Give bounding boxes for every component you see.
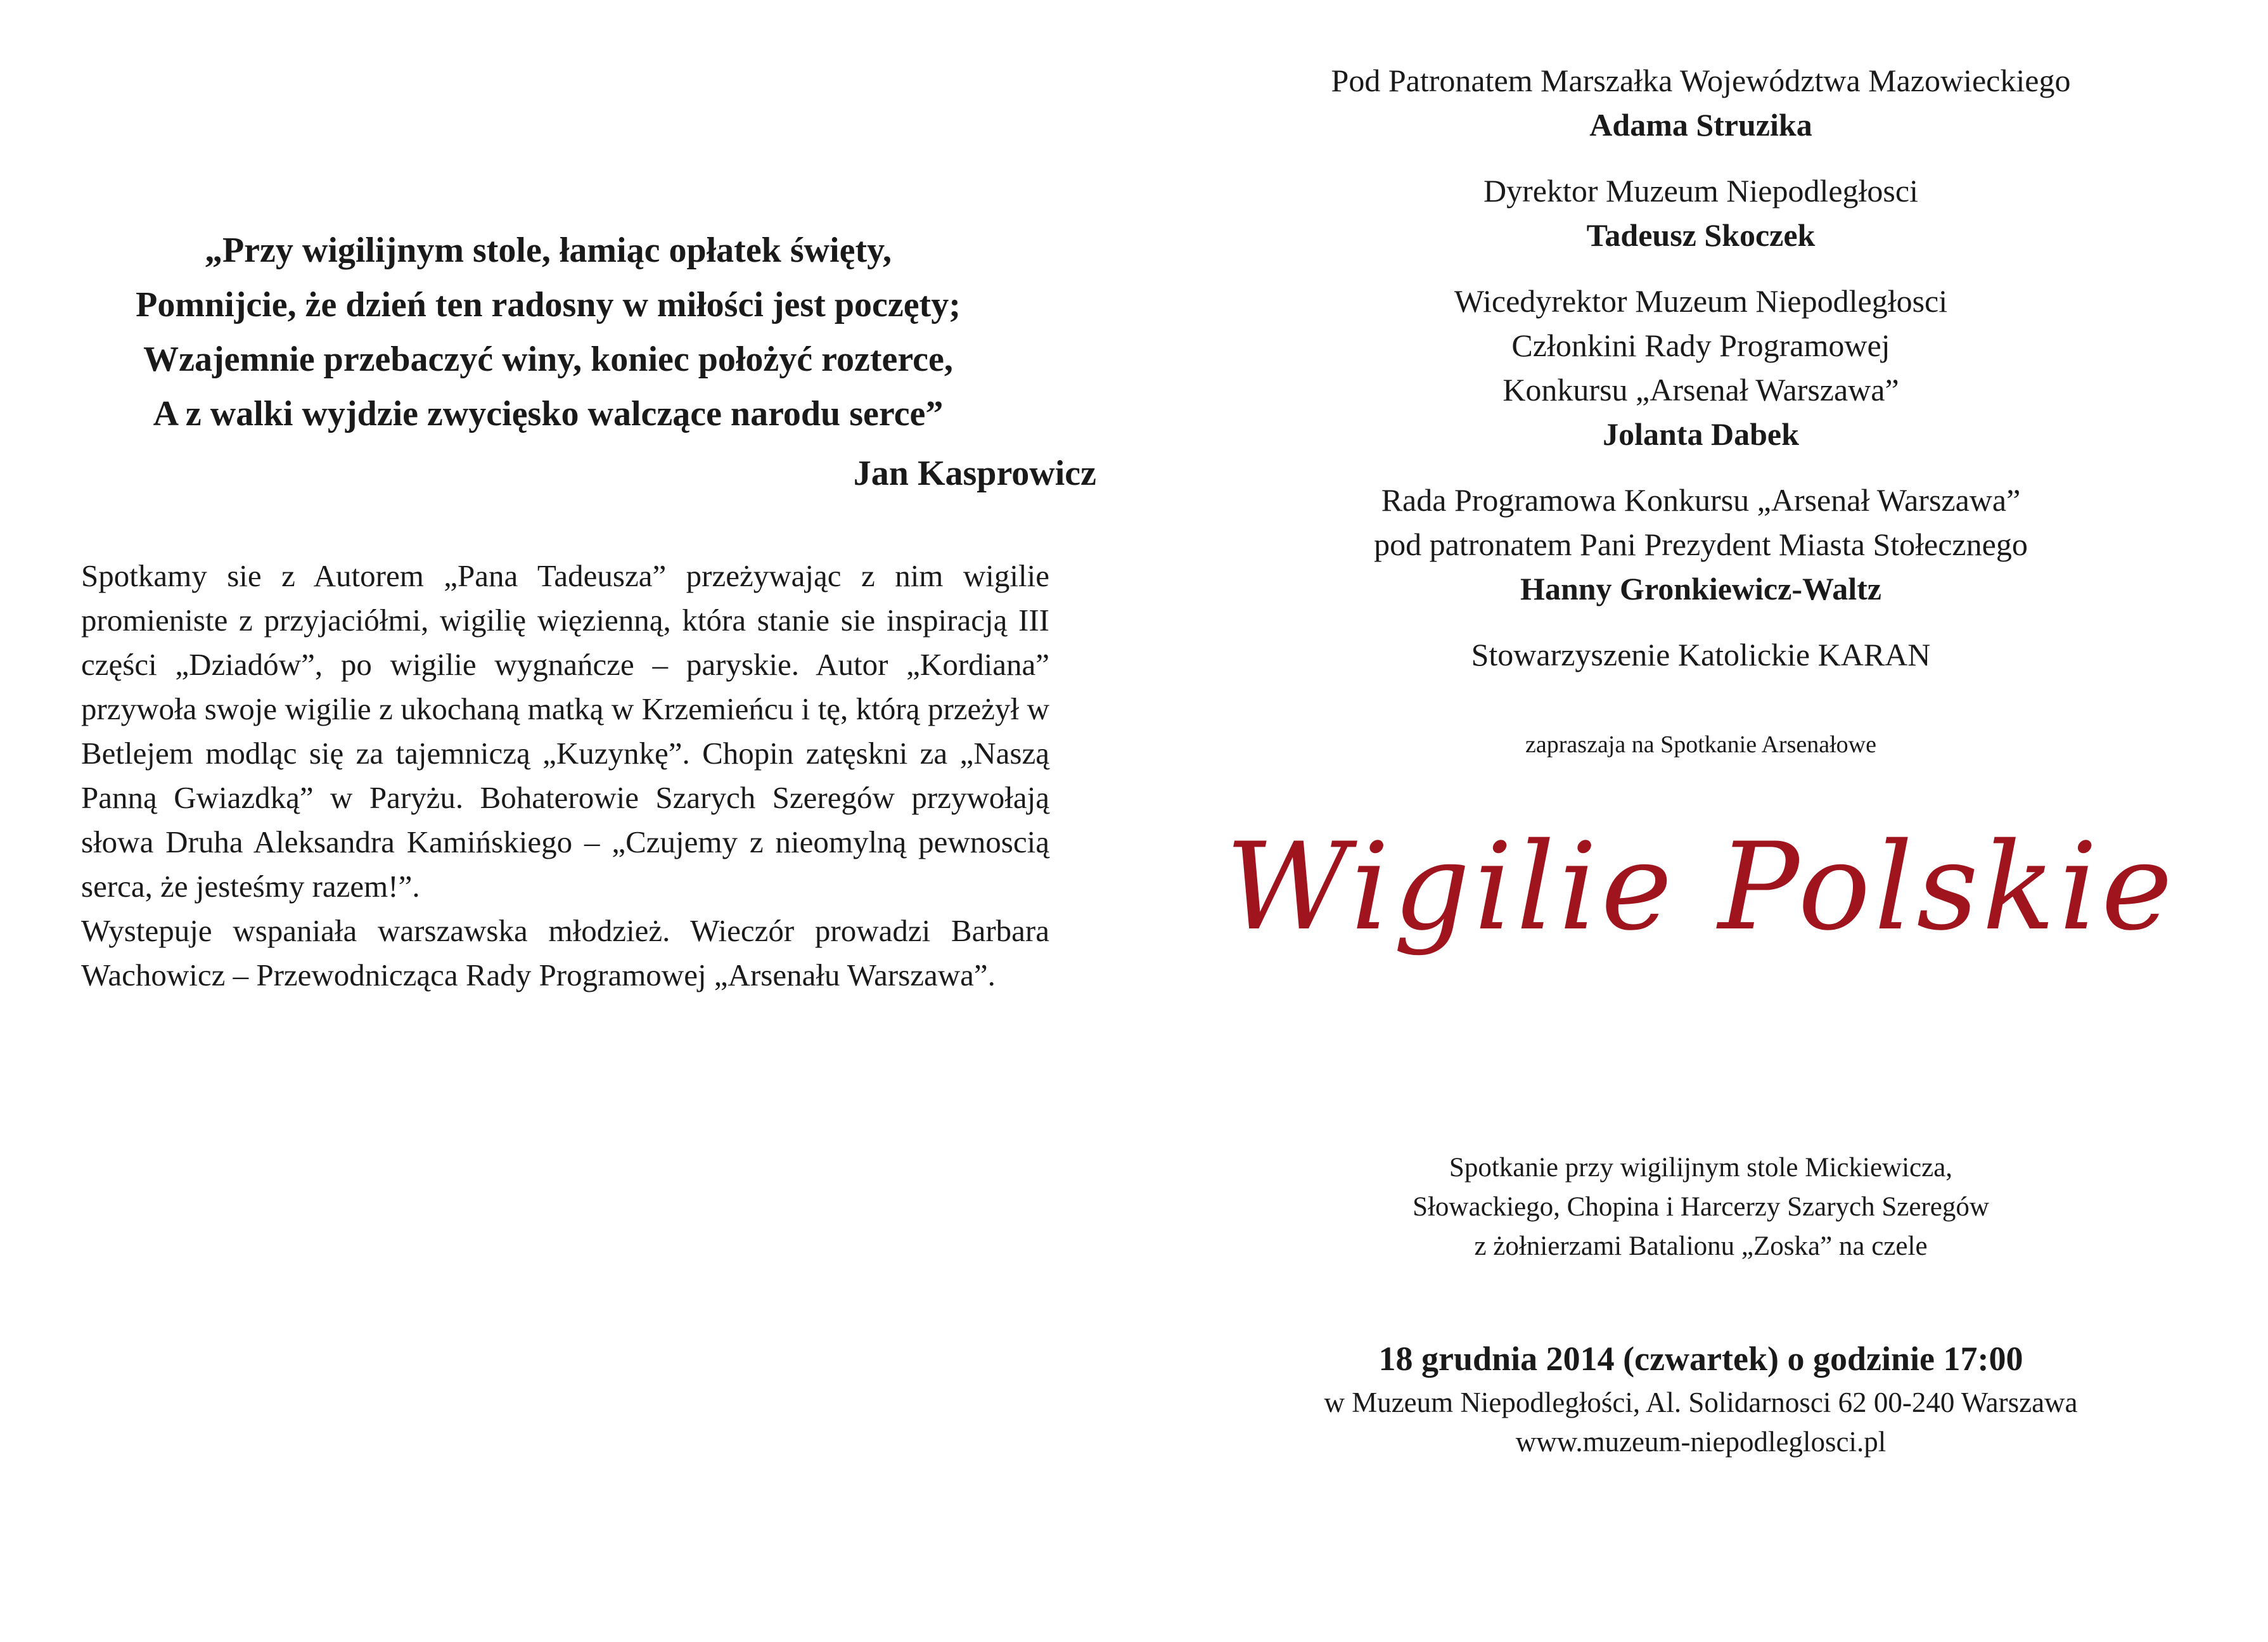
poem-line: A z walki wyjdzie zwycięsko walczące narodu serce” <box>153 394 944 433</box>
council-credit <box>1134 478 2268 611</box>
credit-name: Tadeusz Skoczek <box>1586 217 1816 253</box>
credit-name: Adama Struzika <box>1589 107 1812 143</box>
event-date: 18 grudnia 2014 (czwartek) o godzinie 17:00 <box>1378 1340 2023 1378</box>
credit-name: Hanny Gronkiewicz-Waltz <box>1520 571 1881 606</box>
poem-author: Jan Kasprowicz <box>853 454 1096 493</box>
deputy-credit <box>1134 279 2268 456</box>
credit-line: Rada Programowa Konkursu „Arsenał Warszawa” <box>1381 482 2021 518</box>
credit-line: Pod Patronatem Marszałka Województwa Mazowieckiego <box>1331 63 2071 98</box>
event-address: w Muzeum Niepodległości, Al. Solidarnosci 62 00-240 Warszawa <box>1324 1387 2078 1418</box>
right-page <box>1134 0 2268 1642</box>
invitation-line: zapraszaja na Spotkanie Arsenałowe <box>1525 731 1876 758</box>
credit-line: Stowarzyszenie Katolickie KARAN <box>1471 637 1931 672</box>
poem-quote <box>82 223 1096 501</box>
credit-line: pod patronatem Pani Prezydent Miasta Stołecznego <box>1374 527 2028 562</box>
credit-line: Konkursu „Arsenał Warszawa” <box>1502 372 1899 407</box>
event-title: Wigilie Polskie <box>1225 817 2177 957</box>
meeting-line: Spotkanie przy wigilijnym stole Mickiewicza, <box>1449 1153 1953 1183</box>
credit-line: Członkini Rady Programowej <box>1511 328 1890 363</box>
credit-name: Jolanta Dabek <box>1603 416 1799 452</box>
patronage-credit <box>1134 58 2268 147</box>
credit-line: Wicedyrektor Muzeum Niepodległosci <box>1454 283 1948 319</box>
meeting-description <box>1134 1148 2268 1266</box>
association-credit <box>1134 632 2268 677</box>
director-credit <box>1134 169 2268 257</box>
poem-line: „Przy wigilijnym stole, łamiąc opłatek święty, <box>204 231 892 270</box>
credits-section <box>1134 58 2268 698</box>
event-description <box>81 554 1049 997</box>
event-website-link[interactable]: www.muzeum-niepodleglosci.pl <box>1515 1426 1887 1458</box>
description-paragraph: Spotkamy sie z Autorem „Pana Tadeusza” przeżywając z nim wigilie promieniste z przyjaciółmi, wigilię więzienną, która stanie sie inspiracją III części „Dziadów”, po wigilie wygnańcze – paryskie. Autor „Kordiana” przywoła swoje wigilie z ukochaną matką w Krzemieńcu i tę, którą przeżył w Betlejem modląc się za tajemniczą „Kuzynkę”. Chopin zatęskni za „Naszą Panną Gwiazdką” w Paryżu. Bohaterowie Szarych Szeregów przywołają słowa Druha Aleksandra Kamińskiego – „Czujemy z nieomylną pewnoscią serca, że jesteśmy razem!”. <box>81 558 1049 904</box>
credit-line: Dyrektor Muzeum Niepodległosci <box>1483 173 1918 208</box>
poem-line: Pomnijcie, że dzień ten radosny w miłości jest poczęty; <box>136 285 961 324</box>
description-paragraph: Wystepuje wspaniała warszawska młodzież. Wieczór prowadzi Barbara Wachowicz – Przewodnicząca Rady Programowej „Arsenału Warszawa”. <box>81 913 1049 992</box>
event-details <box>1134 1335 2268 1461</box>
meeting-line: z żołnierzami Batalionu „Zoska” na czele <box>1474 1231 1928 1261</box>
meeting-line: Słowackiego, Chopina i Harcerzy Szarych Szeregów <box>1413 1192 1989 1222</box>
poem-line: Wzajemnie przebaczyć winy, koniec położyć rozterce, <box>143 340 953 379</box>
